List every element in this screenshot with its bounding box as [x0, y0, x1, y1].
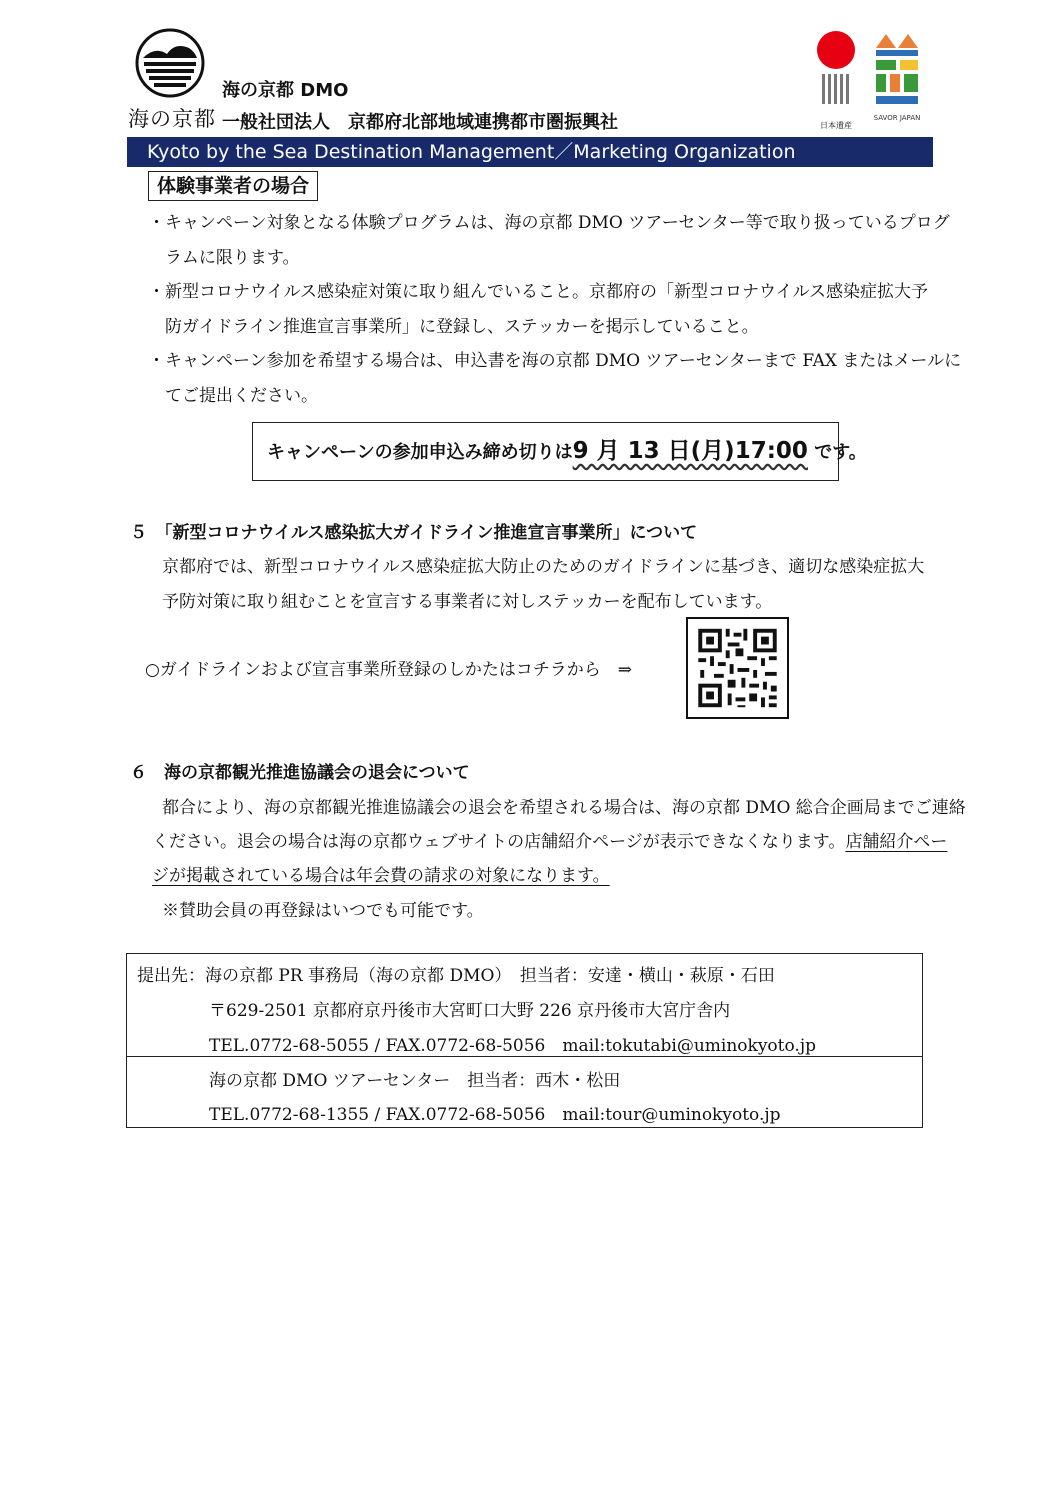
section6-text-plain: ください。退会の場合は海の京都ウェブサイトの店舗紹介ページが表示できなくなります。 — [152, 832, 846, 852]
organization-banner: Kyoto by the Sea Destination Management／Marketing Organization — [127, 137, 933, 167]
bullet-line: ・キャンペーン対象となる体験プログラムは、海の京都 DMO ツアーセンター等で取り扱っているプログ — [148, 213, 950, 233]
bullet-line: ・キャンペーン参加を希望する場合は、申込書を海の京都 DMO ツアーセンターまで FAX またはメールに — [148, 351, 962, 371]
contact-address: 〒629-2501 京都府京丹後市大宮町口大野 226 京丹後市大宮庁舎内 — [209, 1001, 731, 1021]
contact-tour-line: 海の京都 DMO ツアーセンター 担当者：西木・松田 — [209, 1071, 621, 1091]
section6-text-underlined: 店舗紹介ペー — [845, 832, 948, 852]
contact-divider — [126, 1056, 923, 1057]
contact-office-line: 提出先：海の京都 PR 事務局（海の京都 DMO） 担当者：安達・横山・萩原・石田 — [137, 966, 775, 986]
savor-label: SAVOR JAPAN — [873, 114, 921, 122]
section-label-experience: 体験事業者の場合 — [148, 171, 318, 201]
section6-text: 都合により、海の京都観光推進協議会の退会を希望される場合は、海の京都 DMO 総合企画局までご連絡 — [162, 798, 966, 818]
dmo-logo-icon — [135, 28, 205, 98]
section6-heading: ６ 海の京都観光推進協議会の退会について — [130, 763, 470, 783]
org-full-name: 一般社団法人 京都府北部地域連携都市圏振興社 — [222, 112, 618, 133]
section6-text-underlined: ジが掲載されている場合は年会費の請求の対象になります。 — [152, 866, 610, 886]
contact-tour-tel: TEL.0772-68-1355 / FAX.0772-68-5056 mail:tour@uminokyoto.jp — [209, 1105, 781, 1125]
qr-code-icon[interactable] — [686, 617, 789, 719]
japan-heritage-logo-icon — [812, 30, 860, 134]
section6-note: ※賛助会員の再登録はいつでも可能です。 — [162, 901, 484, 921]
section5-text: 京都府では、新型コロナウイルス感染症拡大防止のためのガイドラインに基づき、適切な感染症拡大 — [162, 557, 925, 577]
guideline-link-text: ○ガイドラインおよび宣言事業所登録のしかたはコチラから ⇒ — [145, 660, 633, 680]
deadline-date: 9 月 13 日(月)17:00 — [572, 438, 808, 464]
bullet-line: 防ガイドライン推進宣言事業所」に登録し、ステッカーを掲示していること。 — [148, 317, 759, 337]
bullet-line: ・新型コロナウイルス感染症対策に取り組んでいること。京都府の「新型コロナウイルス感染症拡大予 — [148, 282, 928, 302]
section6-text — [152, 827, 947, 852]
section5-text: 予防対策に取り組むことを宣言する事業者に対しステッカーを配布しています。 — [162, 592, 773, 612]
logo-script-text: 海の京都 — [128, 107, 216, 131]
deadline-suffix: です。 — [807, 442, 867, 463]
org-dmo-name: 海の京都 DMO — [222, 80, 349, 101]
bullet-line: ラムに限ります。 — [148, 248, 300, 268]
savor-japan-logo-icon — [872, 30, 924, 134]
deadline-text — [267, 432, 867, 465]
heritage-label: 日本遺産 — [820, 121, 852, 130]
bullet-line: てご提出ください。 — [148, 386, 318, 406]
section5-heading: ５ 「新型コロナウイルス感染拡大ガイドライン推進宣言事業所」について — [130, 523, 698, 543]
deadline-prefix: キャンペーンの参加申込み締め切りは — [267, 442, 573, 463]
contact-office-tel: TEL.0772-68-5055 / FAX.0772-68-5056 mail:tokutabi@uminokyoto.jp — [209, 1036, 816, 1056]
